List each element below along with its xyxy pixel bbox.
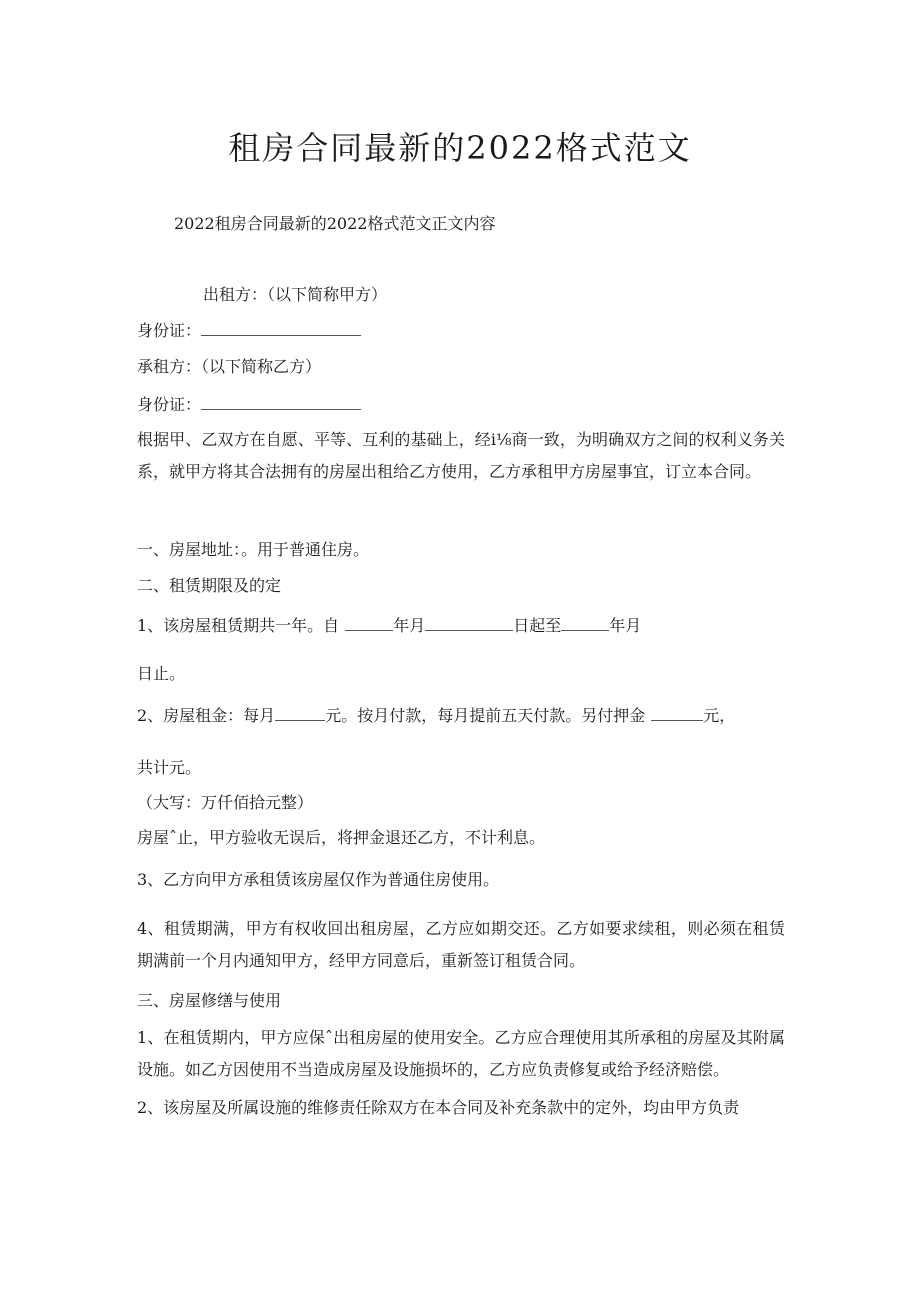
item-1-text: 日起至 (513, 616, 562, 635)
item-3-2-line: 2、该房屋及所属设施的维修责任除双方在本合同及补充条款中的定外，均由甲方负责 (137, 1098, 740, 1117)
item-1-end: 日止。 (137, 664, 186, 683)
id-blank (201, 321, 361, 336)
item-3-1-paragraph: 1、在租赁期内，甲方应保ˆ出租房屋的使用安全。乙方应合理使用其所承租的房屋及其附属设施。如乙方因使用不当造成房屋及设施损坏的，乙方应负责修复或给予经济赔偿。 (137, 1028, 785, 1079)
blank (651, 706, 703, 721)
id-label: 身份证： (137, 321, 202, 340)
lessee-line: 承租方：（以下简称乙方） (137, 357, 322, 376)
document-subtitle: 2022租房合同最新的2022格式范文正文内容 (174, 214, 496, 233)
id-label: 身份证： (137, 395, 202, 414)
blank (425, 616, 513, 631)
item-2-row (137, 706, 735, 726)
item-1-text: 年月 (609, 616, 642, 635)
blank (275, 706, 325, 721)
item-4-paragraph: 4、租赁期满，甲方有权收回出租房屋，乙方应如期交还。乙方如要求续租，则必须在租赁期满前一个月内通知甲方，经甲方同意后，重新签订租赁合同。 (137, 919, 785, 970)
document-title: 租房合同最新的2022格式范文 (228, 129, 692, 167)
item-2-text: 元， (703, 706, 736, 725)
section-1-heading: 一、房屋地址：。用于普通住房。 (137, 540, 370, 559)
amount-in-words: （大写：万仟佰拾元整） (137, 793, 314, 812)
item-2-text: 2、房屋租金：每月 (137, 706, 276, 725)
blank (345, 616, 393, 631)
section-2-heading: 二、租赁期限及的定 (137, 576, 282, 595)
deposit-return-line: 房屋ˆ止，甲方验收无误后，将押金退还乙方，不计利息。 (137, 828, 546, 847)
item-2-text: 元。按月付款，每月提前五天付款。另付押金 (325, 706, 646, 725)
intro-paragraph: 根据甲、乙双方在自愿、平等、互利的基础上，经i⅛商一致，为明确双方之间的权利义务关系，就甲方将其合法拥有的房屋出租给乙方使用，乙方承租甲方房屋事宜，订立本合同。 (137, 430, 785, 481)
lessee-id-row (137, 395, 361, 415)
id-blank (201, 395, 361, 410)
item-1-text: 1、该房屋租赁期共一年。自 (137, 616, 340, 635)
item-2-end: 共计元。 (137, 758, 202, 777)
blank (561, 616, 609, 631)
item-1-row (137, 616, 641, 636)
item-1-text: 年月 (393, 616, 426, 635)
lessor-line: 出租方：（以下简称甲方） (203, 285, 388, 304)
lessor-id-row (137, 321, 361, 341)
item-3-line: 3、乙方向甲方承租赁该房屋仅作为普通住房使用。 (137, 870, 500, 889)
section-3-heading: 三、房屋修缮与使用 (137, 991, 282, 1010)
